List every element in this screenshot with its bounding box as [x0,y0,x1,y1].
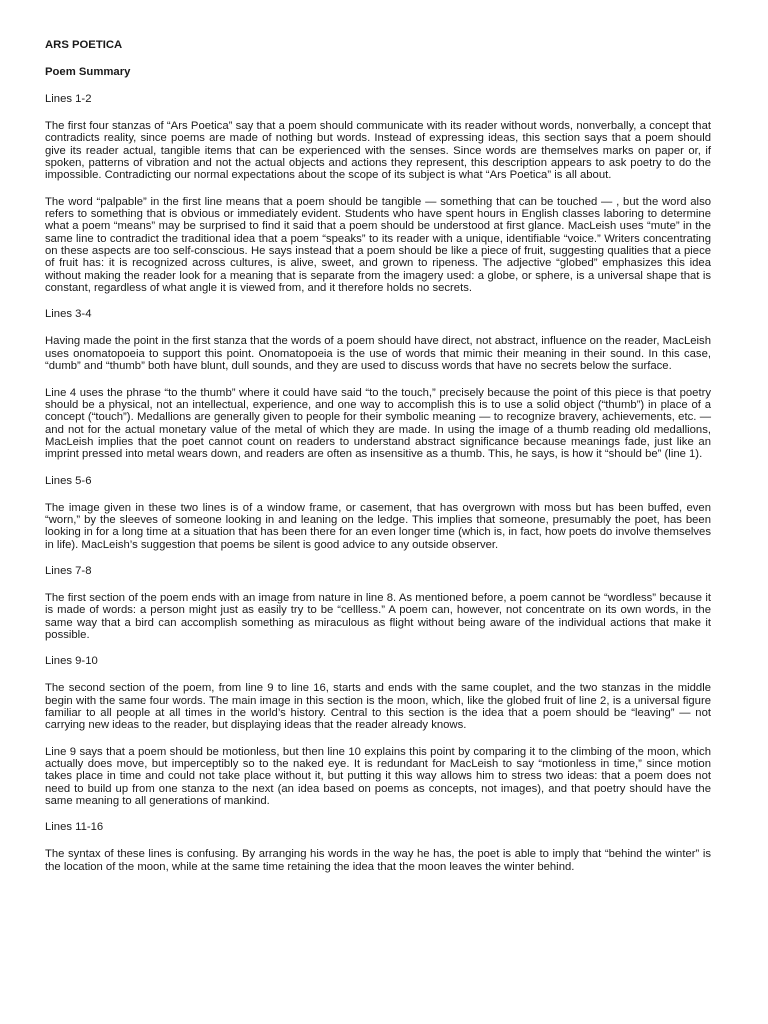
document-page [45,39,711,887]
section-heading: Lines 1-2 [45,93,92,105]
paragraph: The syntax of these lines is confusing. By arranging his words in the way he has, the poet is able to imply that “behind the winter” is the location of the moon, while at the same time retaining the idea that the moon leaves the winter behind. [45,848,711,873]
section-heading: Lines 7-8 [45,564,92,577]
section-heading: Lines 9-10 [45,655,98,668]
paragraph: Line 4 uses the phrase “to the thumb” where it could have said “to the touch,” precisely because the point of this piece is that poetry should be a physical, not an intellectual, experience, and one way to accomplish this is to use a solid object (“thumb”) in place of a concept (“touch”). Medallions are generally given to people for their symbolic meaning — to recognize bravery, achievements, etc. — and not for the actual monetary value of the metal of which they are made. In using the image of a thumb reading old medallions, MacLeish implies that the poet cannot count on readers to understand abstract significance because meanings fade, just like an imprint pressed into metal wears down, and readers are often as insensitive as a thumb. This, he says, is how it “should be” (line 1). [45,386,711,461]
paragraph: The second section of the poem, from line 9 to line 16, starts and ends with the same couplet, and the two stanzas in the middle begin with the same four words. The main image in this section is the moon, which, like the globed fruit of line 2, is a universal figure familiar to all people at all times in the world’s history. Central to this section is the idea that a poem should be “leaving” — not carrying new ideas to the reader, but displaying ideas that the reader already knows. [45,682,711,732]
section-lines-9-10 [45,655,711,807]
section-heading: Lines 5-6 [45,474,92,487]
paragraph: The word “palpable” in the first line means that a poem should be tangible — something that can be touched — , but the word also refers to something that is obvious or immediately evident. Students who have spent hours in English classes laboring to determine what a poem “means” may be surprised to find it said that a poem should be understood at first glance. MacLeish uses “mute” in the same line to contradict the traditional idea that a poem “speaks” to its reader with a unique, identifiable “voice.” Writers concentrating on these aspects are too self-conscious. He says instead that a poem should be like a piece of fruit, suggesting qualities that a piece of fruit has: it is recognized across cultures, is alive, sweet, and grown to ripeness. The adjective “globed” emphasizes this idea without making the reader look for a meaning that is separate from the imagery used: a globe, or sphere, is a universal shape that is constant, regardless of what angle it is viewed from, and it therefore holds no secrets. [45,195,711,295]
paragraph: The image given in these two lines is of a window frame, or casement, that has overgrown with moss but has been buffed, even “worn,” by the sleeves of someone looking in and leaning on the ledge. This implies that someone, presumably the poet, has been looking in for a long time at a situation that has been there for an even longer time (which is, in fact, how poets do involve themselves in life). MacLeish’s suggestion that poems be silent is good advice to any outside observer. [45,501,711,551]
section-lines-5-6 [45,475,711,551]
document-subtitle: Poem Summary [45,66,131,78]
paragraph: The first section of the poem ends with an image from nature in line 8. As mentioned before, a poem cannot be “wordless” because it is made of words: a person might just as easily try to be “cellless.” A poem can, however, not concentrate on its own words, in the same way that a bird can accomplish something as miraculous as flight without being aware of the individual actions that make it possible. [45,591,711,641]
section-lines-1-2 [45,93,711,294]
section-lines-7-8 [45,565,711,641]
paragraph: Having made the point in the first stanza that the words of a poem should have direct, not abstract, influence on the reader, MacLeish uses onomatopoeia to support this point. Onomatopoeia is the use of words that mimic their meaning in their sound. In this case, “dumb” and “thumb” both have blunt, dull sounds, and they are used to discuss words that have no secrets below the surface. [45,335,711,373]
paragraph: Line 9 says that a poem should be motionless, but then line 10 explains this point by comparing it to the climbing of the moon, which actually does move, but imperceptibly so to the naked eye. It is redundant for MacLeish to say “motionless in time,” since motion takes place in time and could not take place without it, but putting it this way allows him to stress two ideas: that a poem does not need to build up from one stanza to the next (an idea based on poems as concepts, not images), and that poetry should have the same meaning to all generations of mankind. [45,745,711,808]
section-lines-11-16 [45,821,711,873]
section-heading: Lines 11-16 [45,821,104,834]
document-title: ARS POETICA [45,39,123,51]
section-heading: Lines 3-4 [45,308,92,321]
section-lines-3-4 [45,308,711,460]
paragraph: The first four stanzas of “Ars Poetica” say that a poem should communicate with its reader without words, nonverbally, a concept that contradicts reality, since poems are made of nothing but words. Instead of expressing ideas, this section says that a poem should give its reader actual, tangible items that can be experienced with the senses. Since words are themselves marks on paper or, if spoken, patterns of vibration and not the actual objects and actions they represent, this description appears to ask poetry to do the impossible. Contradicting our normal expectations about the scope of its subject is what “Ars Poetica” is all about. [45,120,711,182]
